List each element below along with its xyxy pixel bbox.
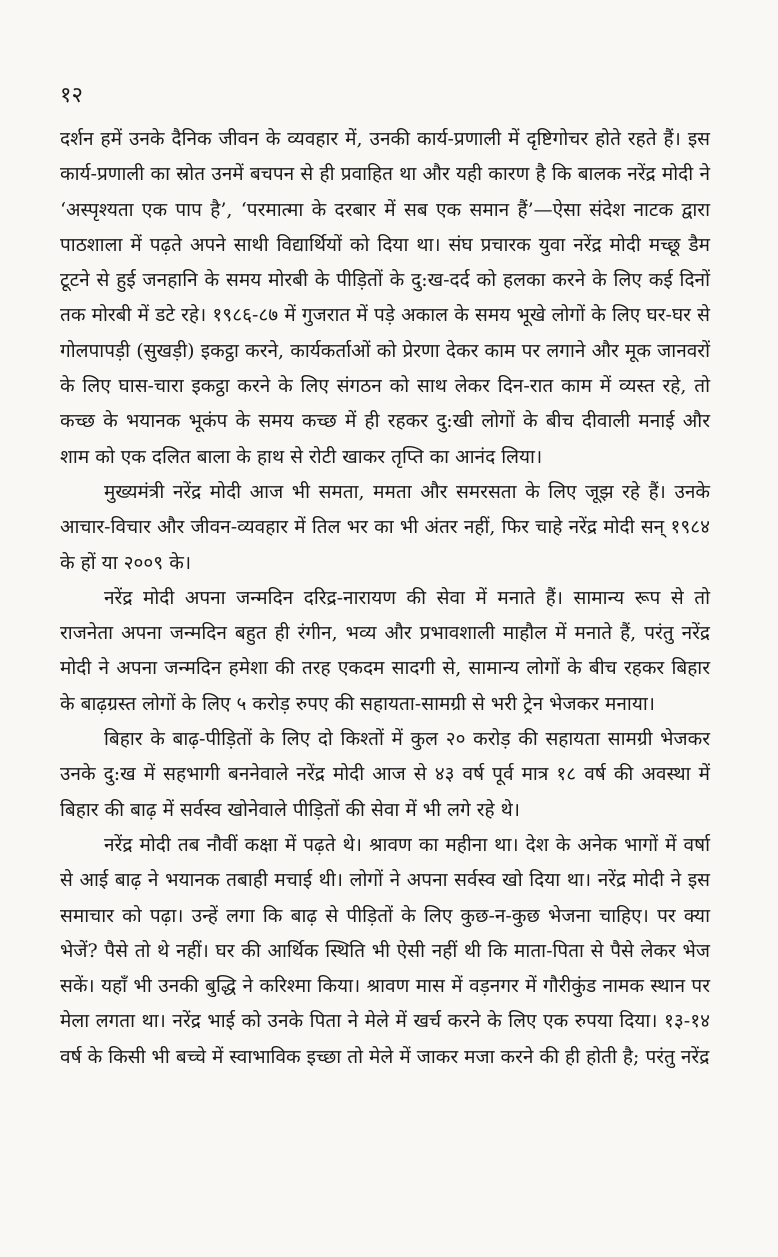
paragraph-3: नरेंद्र मोदी अपना जन्मदिन दरिद्र-नारायण की सेवा में मनाते हैं। सामान्य रूप से तो राजनेता अपना जन्मदिन बहुत ही रंगीन, भव्य और प्रभावशाली माहौल में मनाते हैं, परंतु नरेंद्र मोदी ने अपना जन्मदिन हमेशा की तरह एकदम सादगी से, सामान्य लोगों के बीच रहकर बिहार के बाढ़ग्रस्त लोगों के लिए ५ करोड़ रुपए की सहायता-सामग्री से भरी ट्रेन भेजकर मनाया। xyxy=(60,586,710,715)
page-number: १२ xyxy=(60,83,83,108)
paragraph-2: मुख्यमंत्री नरेंद्र मोदी आज भी समता, ममता और समरसता के लिए जूझ रहे हैं। उनके आचार-विचार और जीवन-व्यवहार में तिल भर का भी अंतर नहीं, फिर चाहे नरेंद्र मोदी सन् १९८४ के हों या २००९ के। xyxy=(60,480,710,574)
paragraph-4: बिहार के बाढ़-पीड़ितों के लिए दो किश्तों में कुल २० करोड़ की सहायता सामग्री भेजकर उनके दु:ख में सहभागी बननेवाले नरेंद्र मोदी आज से ४३ वर्ष पूर्व मात्र १८ वर्ष की अवस्था में बिहार की बाढ़ में सर्वस्व खोनेवाले पीड़ितों की सेवा में भी लगे रहे थे। xyxy=(60,728,710,821)
paragraph-1: दर्शन हमें उनके दैनिक जीवन के व्यवहार में, उनकी कार्य-प्रणाली में दृष्टिगोचर होते रहते हैं। इस कार्य-प्रणाली का स्रोत उनमें बचपन से ही प्रवाहित था और यही कारण है कि बालक नरेंद्र मोदी ने ‘अस्पृश्यता एक पाप है’, ‘परमात्मा के दरबार में सब एक समान हैं’—ऐसा संदेश नाटक द्वारा पाठशाला में पढ़ते अपने साथी विद्यार्थियों को दिया था। संघ प्रचारक युवा नरेंद्र मोदी मच्छू डैम टूटने से हुई जनहानि के समय मोरबी के पीड़ितों के दु:ख-दर्द को हलका करने के लिए कई दिनों तक मोरबी में डटे रहे। १९८६-८७ में गुजरात में पड़े अकाल के समय भूखे लोगों के लिए घर-घर से गोलपापड़ी (सुखड़ी) इकट्ठा करने, कार्यकर्ताओं को प्रेरणा देकर काम पर लगाने और मूक जानवरों के लिए घास-चारा इकट्ठा करने के लिए संगठन को साथ लेकर दिन-रात काम में व्यस्त रहे, तो कच्छ के भयानक भूकंप के समय कच्छ में ही रहकर दु:खी लोगों के बीच दीवाली मनाई और शाम को एक दलित बाला के हाथ से रोटी खाकर तृप्ति का आनंद लिया। xyxy=(60,128,710,468)
paragraph-5: नरेंद्र मोदी तब नौवीं कक्षा में पढ़ते थे। श्रावण का महीना था। देश के अनेक भागों में वर्षा से आई बाढ़ ने भयानक तबाही मचाई थी। लोगों ने अपना सर्वस्व खो दिया था। नरेंद्र मोदी ने इस समाचार को पढ़ा। उन्हें लगा कि बाढ़ से पीड़ितों के लिए कुछ-न-कुछ भेजना चाहिए। पर क्या भेजें? पैसे तो थे नहीं। घर की आर्थिक स्थिति भी ऐसी नहीं थी कि माता-पिता से पैसे लेकर भेज सकें। यहाँ भी उनकी बुद्धि ने करिश्मा किया। श्रावण मास में वड़नगर में गौरीकुंड नामक स्थान पर मेला लगता था। नरेंद्र भाई को उनके पिता ने मेले में खर्च करने के लिए एक रुपया दिया। १३-१४ वर्ष के किसी भी बच्चे में स्वाभाविक इच्छा तो मेले में जाकर मजा करने की ही होती है; परंतु नरेंद्र xyxy=(60,833,710,1068)
body-text xyxy=(60,122,710,1075)
